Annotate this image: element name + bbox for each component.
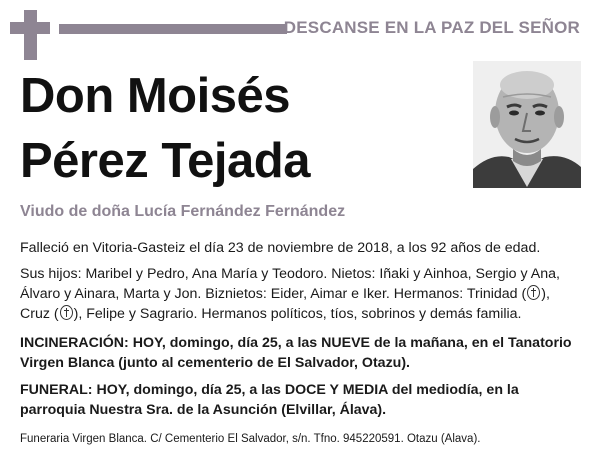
header-motto: DESCANSE EN LA PAZ DEL SEÑOR	[283, 18, 580, 37]
circled-cross-icon	[60, 305, 73, 320]
cross-horizontal-bar	[10, 22, 50, 34]
family-text-part1: Sus hijos: Maribel y Pedro, Ana María y Teodoro. Nietos: Iñaki y Ainhoa, Sergio y Ana, Álvaro y Ainara, Marta y Jon. Biznietos: Eider, Aimar e Iker. Hermanos: Trinidad (	[20, 266, 560, 302]
portrait-illustration	[473, 61, 581, 188]
cremation-notice: INCINERACIÓN: HOY, domingo, día 25, a las NUEVE de la mañana, en el Tanatorio Virgen Blanca (junto al cementerio de El Salvador, Otazu).	[20, 335, 572, 371]
deceased-name-line2: Pérez Tejada	[20, 134, 310, 188]
cross-vertical-bar	[24, 10, 37, 60]
family-text-part3: ), Felipe y Sagrario. Hermanos políticos, tíos, sobrinos y demás familia.	[73, 306, 522, 322]
funeral-notice: FUNERAL: HOY, domingo, día 25, a las DOCE Y MEDIA del mediodía, en la parroquia Nuestra Sra. de la Asunción (Elvillar, Álava).	[20, 382, 519, 418]
funeral-home-footer: Funeraria Virgen Blanca. C/ Cementerio El Salvador, s/n. Tfno. 945220591. Otazu (Alava).	[20, 433, 481, 445]
circled-cross-icon	[527, 285, 540, 300]
widow-line: Viudo de doña Lucía Fernández Fernández	[20, 203, 346, 220]
family-text-part2: ), Cruz (	[20, 286, 550, 322]
header-divider-bar	[59, 24, 287, 34]
family-list	[20, 264, 580, 324]
deceased-name-line1: Don Moisés	[20, 69, 290, 123]
deceased-portrait	[473, 61, 581, 188]
death-notice: Falleció en Vitoria-Gasteiz el día 23 de noviembre de 2018, a los 92 años de edad.	[20, 240, 541, 256]
